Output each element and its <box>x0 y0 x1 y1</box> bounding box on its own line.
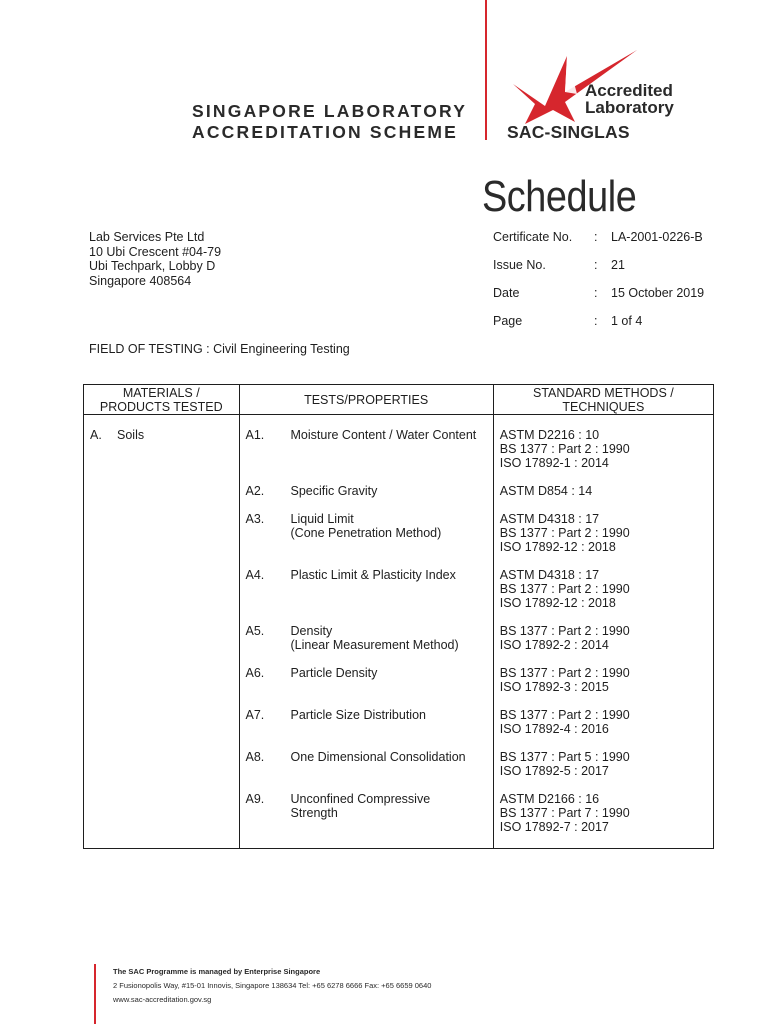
standard-method: ISO 17892-3 : 2015 <box>499 680 609 694</box>
header-standards-text: STANDARD METHODS / TECHNIQUES <box>533 385 674 414</box>
test-name: One Dimensional Consolidation <box>290 750 466 764</box>
standard-method: ISO 17892-1 : 2014 <box>499 456 609 470</box>
standard-method: ASTM D854 : 14 <box>499 484 593 498</box>
test-name: Density <box>290 624 333 638</box>
material-name: Soils <box>117 428 145 442</box>
header-tests-text: TESTS/PROPERTIES <box>304 392 429 407</box>
test-code: A5. <box>245 624 265 638</box>
meta-label-page: Page <box>493 314 523 328</box>
address-line: 10 Ubi Crescent #04-79 <box>89 244 222 259</box>
scheme-title-line2: ACCREDITATION SCHEME <box>192 122 458 142</box>
standard-method: ASTM D2166 : 16 <box>499 792 600 806</box>
test-name: (Linear Measurement Method) <box>290 638 459 652</box>
standard-method: BS 1377 : Part 2 : 1990 <box>499 624 630 638</box>
schedule-table <box>83 384 714 849</box>
standard-method: BS 1377 : Part 5 : 1990 <box>499 750 630 764</box>
meta-value-certificate: LA-2001-0226-B <box>611 230 703 244</box>
footer-line2: 2 Fusionopolis Way, #15-01 Innovis, Singapore 138634 Tel: +65 6278 6666 Fax: +65 6659 0640 <box>113 981 432 990</box>
test-name: Strength <box>290 806 338 820</box>
standard-method: BS 1377 : Part 2 : 1990 <box>499 666 630 680</box>
test-name: Particle Density <box>290 666 378 680</box>
tests-cell <box>239 415 493 849</box>
scheme-title-line1: SINGAPORE LABORATORY <box>192 101 468 121</box>
meta-label-issue: Issue No. <box>493 258 546 272</box>
standard-method: ISO 17892-4 : 2016 <box>499 722 609 736</box>
test-code: A6. <box>245 666 265 680</box>
meta-value-page: 1 of 4 <box>611 314 643 328</box>
materials-cell-content <box>84 415 239 848</box>
logo-laboratory: Laboratory <box>585 98 674 117</box>
standards-cell <box>493 415 713 849</box>
test-code: A7. <box>245 708 265 722</box>
meta-colon: : <box>594 314 598 328</box>
table-body-row <box>84 415 714 849</box>
meta-value-date: 15 October 2019 <box>611 286 705 300</box>
test-name: (Cone Penetration Method) <box>290 526 442 540</box>
meta-label-date: Date <box>493 286 520 300</box>
header-tests <box>239 385 493 415</box>
standard-method: ISO 17892-7 : 2017 <box>499 820 609 834</box>
address-line: Ubi Techpark, Lobby D <box>89 259 216 273</box>
scheme-title <box>192 101 467 143</box>
materials-cell <box>84 415 240 849</box>
test-name: Unconfined Compressive <box>290 792 431 806</box>
field-of-testing: FIELD OF TESTING : Civil Engineering Testing <box>89 342 350 356</box>
header-materials <box>84 385 240 415</box>
material-code: A. <box>90 428 102 442</box>
standards-cell-content <box>494 415 713 848</box>
standard-method: BS 1377 : Part 7 : 1990 <box>499 806 630 820</box>
standard-method: BS 1377 : Part 2 : 1990 <box>499 582 630 596</box>
logo-sac-singlas: SAC-SINGLAS <box>507 122 630 142</box>
standard-method: ISO 17892-12 : 2018 <box>499 596 616 610</box>
footer-divider-red <box>94 964 96 1024</box>
test-code: A2. <box>245 484 265 498</box>
standard-method: BS 1377 : Part 2 : 1990 <box>499 526 630 540</box>
address-line: Lab Services Pte Ltd <box>89 230 205 244</box>
standard-method: ASTM D4318 : 17 <box>499 568 600 582</box>
lab-address <box>89 230 221 288</box>
standard-method: ASTM D4318 : 17 <box>499 512 600 526</box>
meta-colon: : <box>594 258 598 272</box>
table-header-row <box>84 385 714 415</box>
meta-colon: : <box>594 286 598 300</box>
test-name: Plastic Limit & Plasticity Index <box>290 568 456 582</box>
test-code: A9. <box>245 792 265 806</box>
footer-line3: www.sac-accreditation.gov.sg <box>113 995 212 1004</box>
test-code: A4. <box>245 568 265 582</box>
test-name: Specific Gravity <box>290 484 378 498</box>
test-name: Moisture Content / Water Content <box>290 428 477 442</box>
meta-colon: : <box>594 230 598 244</box>
tests-cell-content <box>240 415 493 848</box>
test-code: A8. <box>245 750 265 764</box>
standard-method: BS 1377 : Part 2 : 1990 <box>499 442 630 456</box>
test-code: A3. <box>245 512 265 526</box>
standard-method: ASTM D2216 : 10 <box>499 428 600 442</box>
meta-label-certificate: Certificate No. <box>493 230 573 244</box>
schedule-heading: Schedule <box>482 172 637 221</box>
meta-value-issue: 21 <box>611 258 625 272</box>
footer-line1: The SAC Programme is managed by Enterprise Singapore <box>113 967 321 976</box>
standard-method: ISO 17892-2 : 2014 <box>499 638 609 652</box>
standard-method: ISO 17892-12 : 2018 <box>499 540 616 554</box>
test-name: Liquid Limit <box>290 512 354 526</box>
logo-accredited: Accredited <box>585 81 673 100</box>
header-materials-text: MATERIALS / PRODUCTS TESTED <box>99 385 223 414</box>
test-name: Particle Size Distribution <box>290 708 426 722</box>
address-line: Singapore 408564 <box>89 273 192 288</box>
header-standards <box>493 385 713 415</box>
standard-method: BS 1377 : Part 2 : 1990 <box>499 708 630 722</box>
header-divider-red <box>485 0 487 140</box>
standard-method: ISO 17892-5 : 2017 <box>499 764 609 778</box>
test-code: A1. <box>245 428 265 442</box>
